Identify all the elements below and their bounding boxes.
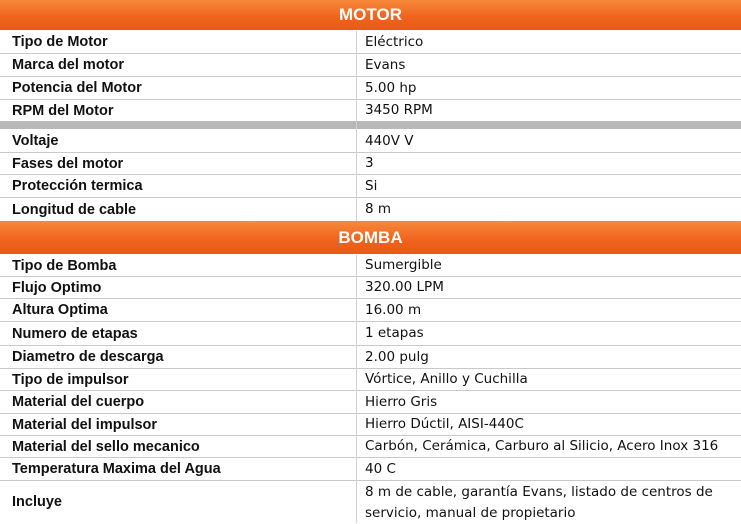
spec-row-fases-del-motor	[0, 153, 741, 175]
motor-section-title: MOTOR	[339, 5, 402, 24]
spec-label: Tipo de Bomba	[12, 257, 117, 274]
spec-value: Si	[365, 177, 378, 194]
spec-row-longitud-de-cable	[0, 198, 741, 221]
column-separator	[356, 255, 357, 523]
spec-label: Temperatura Maxima del Agua	[12, 461, 221, 477]
spec-value: 8 m	[365, 201, 392, 217]
spec-label: Fases del motor	[12, 155, 124, 172]
spec-label: Flujo Optimo	[12, 279, 102, 296]
bomba-section-header	[0, 221, 741, 254]
spec-label: RPM del Motor	[12, 102, 114, 119]
spec-row-potencia-del-motor	[0, 77, 741, 100]
spec-label: Tipo de Motor	[12, 34, 108, 50]
spec-row-material-del-cuerpo	[0, 391, 741, 414]
spec-row-tipo-de-impulsor	[0, 369, 741, 391]
spec-value: Eléctrico	[365, 33, 424, 50]
spec-value: Evans	[365, 56, 406, 73]
spec-label: Material del sello mecanico	[12, 438, 200, 455]
spec-row-material-del-impulsor	[0, 414, 741, 436]
spec-value: 320.00 LPM	[365, 279, 444, 295]
spec-row-tipo-de-bomba	[0, 255, 741, 277]
spec-row-voltaje	[0, 130, 741, 153]
spec-row-altura-optima	[0, 299, 741, 322]
spec-label: Marca del motor	[12, 57, 124, 73]
spec-value: 3450 RPM	[365, 102, 433, 118]
spec-value: 3	[365, 155, 374, 171]
spec-value: Carbón, Cerámica, Carburo al Silicio, Acero Inox 316	[365, 438, 719, 454]
spec-row-tipo-de-motor	[0, 31, 741, 54]
spec-value: 5.00 hp	[365, 79, 417, 96]
spec-row-proteccion-termica	[0, 175, 741, 198]
spec-label: Longitud de cable	[12, 201, 137, 218]
spec-label: Tipo de impulsor	[12, 371, 129, 388]
spec-label: Protección termica	[12, 178, 143, 194]
spec-label: Voltaje	[12, 133, 59, 149]
spec-label: Potencia del Motor	[12, 80, 142, 96]
spec-row-diametro-de-descarga	[0, 346, 741, 369]
section-divider	[0, 121, 741, 129]
spec-label: Diametro de descarga	[12, 349, 164, 365]
spec-value: 16.00 m	[365, 301, 422, 318]
spec-row-material-del-sello-mecanico	[0, 436, 741, 458]
spec-value: 2.00 pulg	[365, 348, 429, 365]
column-separator	[356, 31, 357, 221]
spec-value: 440V V	[365, 132, 414, 149]
spec-label: Material del impulsor	[12, 416, 158, 433]
spec-value: 8 m de cable, garantía Evans, listado de centros de servicio, manual de propietario	[365, 484, 713, 521]
spec-value: 40 C	[365, 460, 396, 477]
spec-value: Hierro Gris	[365, 393, 438, 410]
spec-label: Numero de etapas	[12, 325, 138, 342]
spec-row-incluye	[0, 481, 741, 523]
spec-value: Sumergible	[365, 257, 442, 273]
motor-section-header	[0, 0, 741, 30]
spec-label: Material del cuerpo	[12, 394, 145, 410]
spec-row-flujo-optimo	[0, 277, 741, 299]
spec-value: Hierro Dúctil, AISI-440C	[365, 416, 524, 432]
spec-row-numero-de-etapas	[0, 322, 741, 346]
spec-label: Incluye	[12, 494, 62, 510]
spec-row-temperatura-maxima-del-agua	[0, 458, 741, 481]
spec-value: Vórtice, Anillo y Cuchilla	[365, 371, 528, 387]
spec-label: Altura Optima	[12, 302, 108, 318]
bomba-section-title: BOMBA	[338, 228, 403, 247]
spec-row-marca-del-motor	[0, 54, 741, 77]
spec-value: 1 etapas	[365, 325, 424, 341]
spec-row-rpm-del-motor	[0, 100, 741, 121]
